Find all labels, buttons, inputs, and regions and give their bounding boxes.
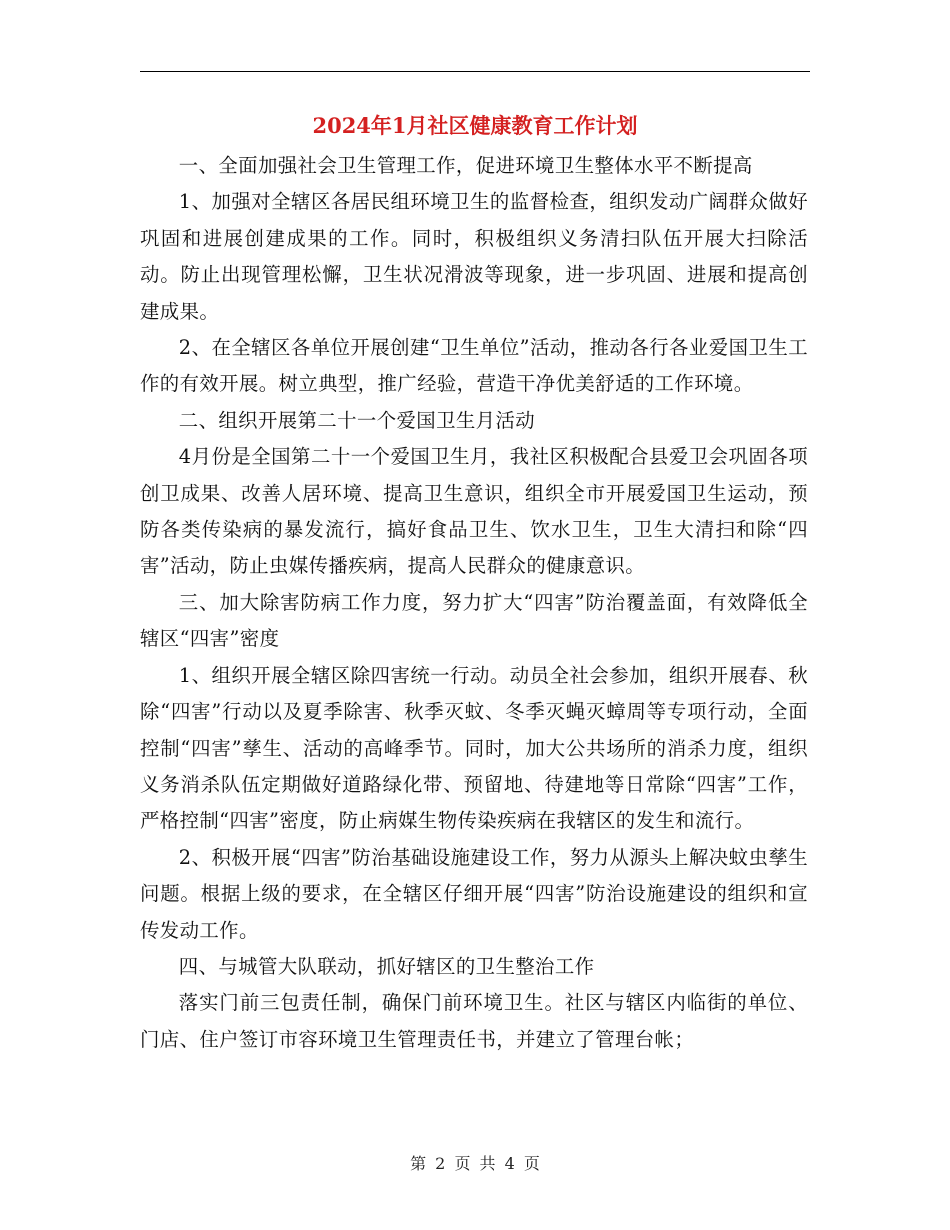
header-rule xyxy=(140,71,810,72)
section-heading-3: 三、加大除害防病工作力度，努力扩大“四害”防治覆盖面，有效降低全辖区“四害”密度 xyxy=(140,590,808,651)
document-title: 2024年1月社区健康教育工作计划 xyxy=(312,113,638,138)
section-heading-2: 二、组织开展第二十一个爱国卫生月活动 xyxy=(178,408,536,432)
paragraph: 4月份是全国第二十一个爱国卫生月，我社区积极配合县爱卫会巩固各项创卫成果、改善人居环境、提高卫生意识，组织全市开展爱国卫生运动，预防各类传染病的暴发流行，搞好食品卫生、饮水卫生，卫生大清扫和除“四害”活动，防止虫媒传播疾病，提高人民群众的健康意识。 xyxy=(140,445,808,578)
paragraph: 2、积极开展“四害”防治基础设施建设工作，努力从源头上解决蚊虫孳生问题。根据上级的要求，在全辖区仔细开展“四害”防治设施建设的组织和宣传发动工作。 xyxy=(140,845,808,942)
paragraph: 2、在全辖区各单位开展创建“卫生单位”活动，推动各行各业爱国卫生工作的有效开展。树立典型，推广经验，营造干净优美舒适的工作环境。 xyxy=(140,336,808,396)
paragraph: 1、加强对全辖区各居民组环境卫生的监督检查，组织发动广阔群众做好巩固和进展创建成果的工作。同时，积极组织义务清扫队伍开展大扫除活动。防止出现管理松懈，卫生状况滑波等现象，进一步巩固、进展和提高创建成果。 xyxy=(140,190,808,323)
paragraph: 落实门前三包责任制，确保门前环境卫生。社区与辖区内临街的单位、门店、住户签订市容环境卫生管理责任书，并建立了管理台帐； xyxy=(140,991,808,1051)
paragraph: 1、组织开展全辖区除四害统一行动。动员全社会参加，组织开展春、秋除“四害”行动以及夏季除害、秋季灭蚊、冬季灭蝇灭蟑周等专项行动，全面控制“四害”孳生、活动的高峰季节。同时，加大公共场所的消杀力度，组织义务消杀队伍定期做好道路绿化带、预留地、待建地等日常除“四害”工作，严格控制“四害”密度，防止病媒生物传染疾病在我辖区的发生和流行。 xyxy=(140,663,808,833)
page-number-footer: 第 2 页 共 4 页 xyxy=(410,1154,540,1173)
section-heading-4: 四、与城管大队联动，抓好辖区的卫生整治工作 xyxy=(178,954,595,978)
section-heading-1: 一、全面加强社会卫生管理工作，促进环境卫生整体水平不断提高 xyxy=(178,154,753,177)
document-body xyxy=(140,148,808,1058)
